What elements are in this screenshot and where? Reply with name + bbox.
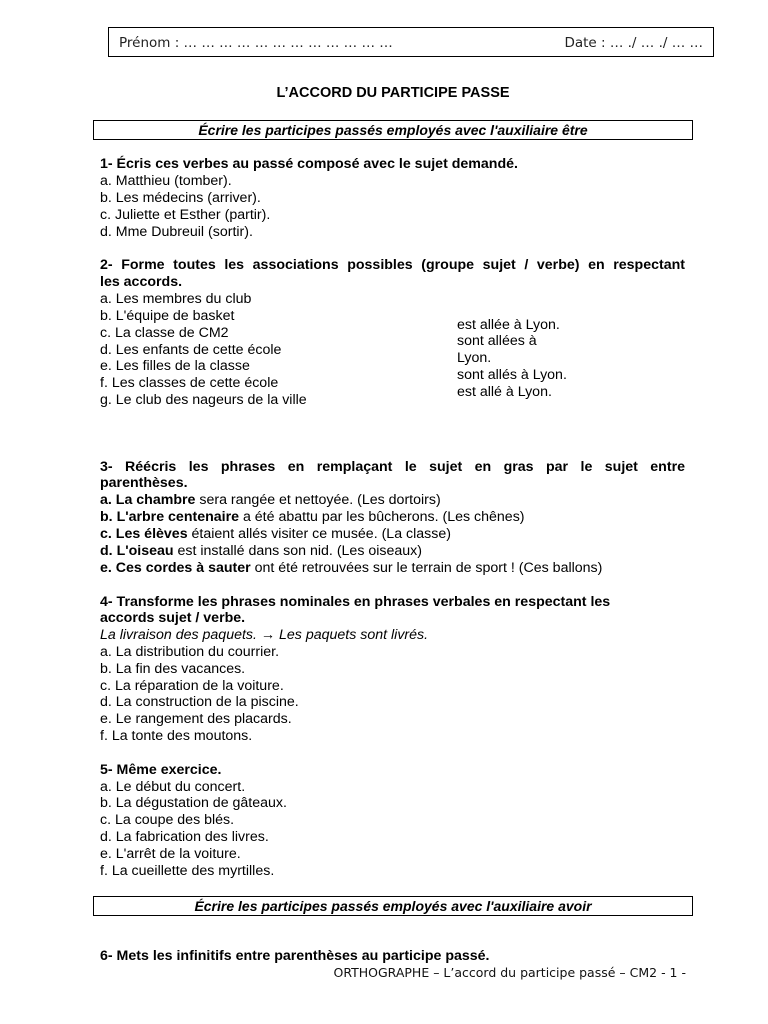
ex3-rest: étaient allés visiter ce musée. (La classe)	[187, 526, 451, 542]
ex4-heading-line1: 4- Transforme les phrases nominales en phrases verbales en respectant les	[100, 594, 611, 610]
ex2-verb: est allée à Lyon.	[457, 317, 560, 333]
ex3-item	[100, 560, 602, 577]
ex2-subject: g. Le club des nageurs de la ville	[100, 392, 307, 408]
section-heading-etre: Écrire les participes passés employés avec l'auxiliaire être	[93, 120, 693, 140]
ex3-item	[100, 492, 441, 509]
ex4-item: f. La tonte des moutons.	[100, 728, 253, 744]
ex3-heading-line2: parenthèses.	[100, 475, 188, 491]
ex5-heading: 5- Même exercice.	[100, 762, 222, 778]
ex3-subject: La chambre	[115, 492, 196, 508]
ex3-rest: est installé dans son nid. (Les oiseaux)	[173, 543, 422, 559]
ex4-item: e. Le rangement des placards.	[100, 711, 292, 727]
ex5-item: a. Le début du concert.	[100, 779, 246, 795]
ex4-item: d. La construction de la piscine.	[100, 694, 299, 710]
ex2-subject: d. Les enfants de cette école	[100, 342, 282, 358]
ex5-item: f. La cueillette des myrtilles.	[100, 863, 275, 879]
ex3-letter: a.	[100, 492, 112, 508]
ex3-letter: d.	[100, 543, 113, 559]
ex3-subject: L'arbre centenaire	[116, 509, 240, 525]
ex1-item: b. Les médecins (arriver).	[100, 190, 261, 206]
ex2-subject: e. Les filles de la classe	[100, 358, 250, 374]
page-footer: ORTHOGRAPHE – L’accord du participe passé – CM2 - 1 -	[333, 965, 686, 980]
student-info-box	[108, 27, 714, 57]
ex3-heading-line1: 3- Réécris les phrases en remplaçant le sujet en gras par le sujet entre	[100, 459, 685, 475]
section-heading-avoir: Écrire les participes passés employés avec l'auxiliaire avoir	[93, 896, 693, 916]
ex5-item: d. La fabrication des livres.	[100, 829, 269, 845]
ex3-item	[100, 543, 422, 560]
ex3-rest: sera rangée et nettoyée. (Les dortoirs)	[195, 492, 441, 508]
ex3-rest: a été abattu par les bûcherons. (Les chênes)	[239, 509, 525, 525]
ex3-letter: b.	[100, 509, 113, 525]
ex3-item	[100, 526, 451, 543]
ex3-subject: L'oiseau	[116, 543, 174, 559]
ex4-item: a. La distribution du courrier.	[100, 644, 280, 660]
date-field[interactable]: Date : … ./ … ./ … …	[564, 35, 703, 51]
ex2-heading-line1: 2- Forme toutes les associations possibles (groupe sujet / verbe) en respectant	[100, 257, 685, 273]
ex3-subject: Ces cordes à sauter	[115, 560, 251, 576]
ex3-letter: c.	[100, 526, 112, 542]
ex2-subject: c. La classe de CM2	[100, 325, 229, 341]
ex2-subject: b. L'équipe de basket	[100, 308, 235, 324]
ex2-heading-line2: les accords.	[100, 274, 183, 290]
ex4-item: b. La fin des vacances.	[100, 661, 246, 677]
ex2-verb: Lyon.	[457, 350, 492, 366]
ex6-heading: 6- Mets les infinitifs entre parenthèses au participe passé.	[100, 948, 490, 964]
ex5-item: e. L'arrêt de la voiture.	[100, 846, 241, 862]
ex5-item: b. La dégustation de gâteaux.	[100, 795, 287, 811]
prenom-field[interactable]: Prénom : … … … … … … … … … … … …	[119, 35, 393, 51]
ex3-letter: e.	[100, 560, 112, 576]
ex4-item: c. La réparation de la voiture.	[100, 678, 284, 694]
ex5-item: c. La coupe des blés.	[100, 812, 235, 828]
ex2-subject: f. Les classes de cette école	[100, 375, 279, 391]
ex3-item	[100, 509, 525, 526]
ex4-heading-line2: accords sujet / verbe.	[100, 610, 246, 626]
ex1-item: a. Matthieu (tomber).	[100, 173, 232, 189]
ex4-example: La livraison des paquets. → Les paquets sont livrés.	[100, 627, 429, 643]
page-title: L’ACCORD DU PARTICIPE PASSE	[276, 85, 510, 101]
ex2-verb: est allé à Lyon.	[457, 384, 552, 400]
ex3-subject: Les élèves	[115, 526, 188, 542]
ex2-subject: a. Les membres du club	[100, 291, 252, 307]
ex1-item: c. Juliette et Esther (partir).	[100, 207, 271, 223]
ex1-heading: 1- Écris ces verbes au passé composé avec le sujet demandé.	[100, 156, 518, 172]
ex2-verb: sont allées à	[457, 333, 537, 349]
ex3-rest: ont été retrouvées sur le terrain de sport ! (Ces ballons)	[250, 560, 603, 576]
ex2-verb: sont allés à Lyon.	[457, 367, 567, 383]
ex1-item: d. Mme Dubreuil (sortir).	[100, 224, 253, 240]
